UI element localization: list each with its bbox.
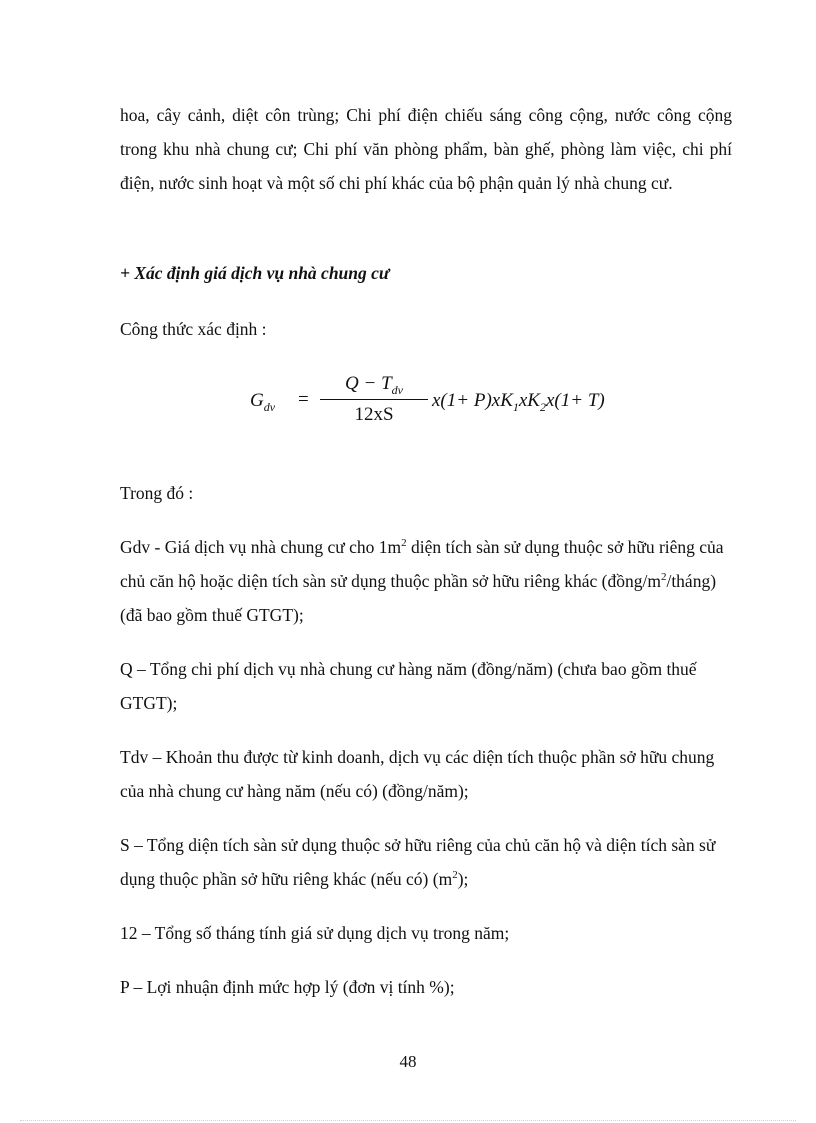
section-heading: + Xác định giá dịch vụ nhà chung cư (120, 263, 390, 283)
definition-p: P – Lợi nhuận định mức hợp lý (đơn vị tính %); (120, 977, 455, 997)
definition-gdv: Gdv - Giá dịch vụ nhà chung cư cho $1m^2$ diện tích sàn sử dụng thuộc sở hữu riêng của chủ căn hộ hoặc diện tích sàn sử dụng thuộc phần sở hữu riêng khác $(đồng/m^2/tháng)$ (đã bao gồm thuế GTGT); (120, 537, 724, 625)
price-formula (250, 372, 650, 432)
definition-tdv: Tdv – Khoản thu được từ kinh doanh, dịch vụ các diện tích thuộc phần sở hữu chung của nhà chung cư hàng năm (nếu có) (đồng/năm); (120, 747, 715, 801)
formula-numerator: $Q - T_{dv}$ (345, 373, 403, 397)
definition-twelve: 12 – Tổng số tháng tính giá sử dụng dịch vụ trong năm; (120, 923, 510, 943)
where-label: Trong đó : (120, 483, 194, 503)
fraction-bar (320, 399, 428, 400)
formula-lhs: $G_{dv}$ (250, 390, 276, 414)
formula-equals: = (298, 389, 309, 410)
definition-q: Q – Tổng chi phí dịch vụ nhà chung cư hàng năm (đồng/năm) (chưa bao gồm thuế GTGT); (120, 659, 697, 713)
page-bottom-border (20, 1120, 796, 1121)
formula-rhs: $x(1+ P)xK_1xK_2x(1+ T)$ (432, 390, 605, 414)
formula-label: Công thức xác định : (120, 319, 267, 339)
formula-fraction (320, 372, 428, 427)
definition-s: S – Tổng diện tích sàn sử dụng thuộc sở hữu riêng của chủ căn hộ và diện tích sàn sử dụng thuộc phần sở hữu riêng khác (nếu có) $(m^2)$; (120, 835, 716, 889)
page-number: 48 (399, 1052, 417, 1071)
formula-denominator: 12xS (354, 404, 394, 425)
intro-paragraph: hoa, cây cảnh, diệt côn trùng; Chi phí điện chiếu sáng công cộng, nước công cộng trong khu nhà chung cư; Chi phí văn phòng phẩm, bàn ghế, phòng làm việc, chi phí điện, nước sinh hoạt và một số chi phí khác của bộ phận quản lý nhà chung cư. (120, 105, 732, 193)
